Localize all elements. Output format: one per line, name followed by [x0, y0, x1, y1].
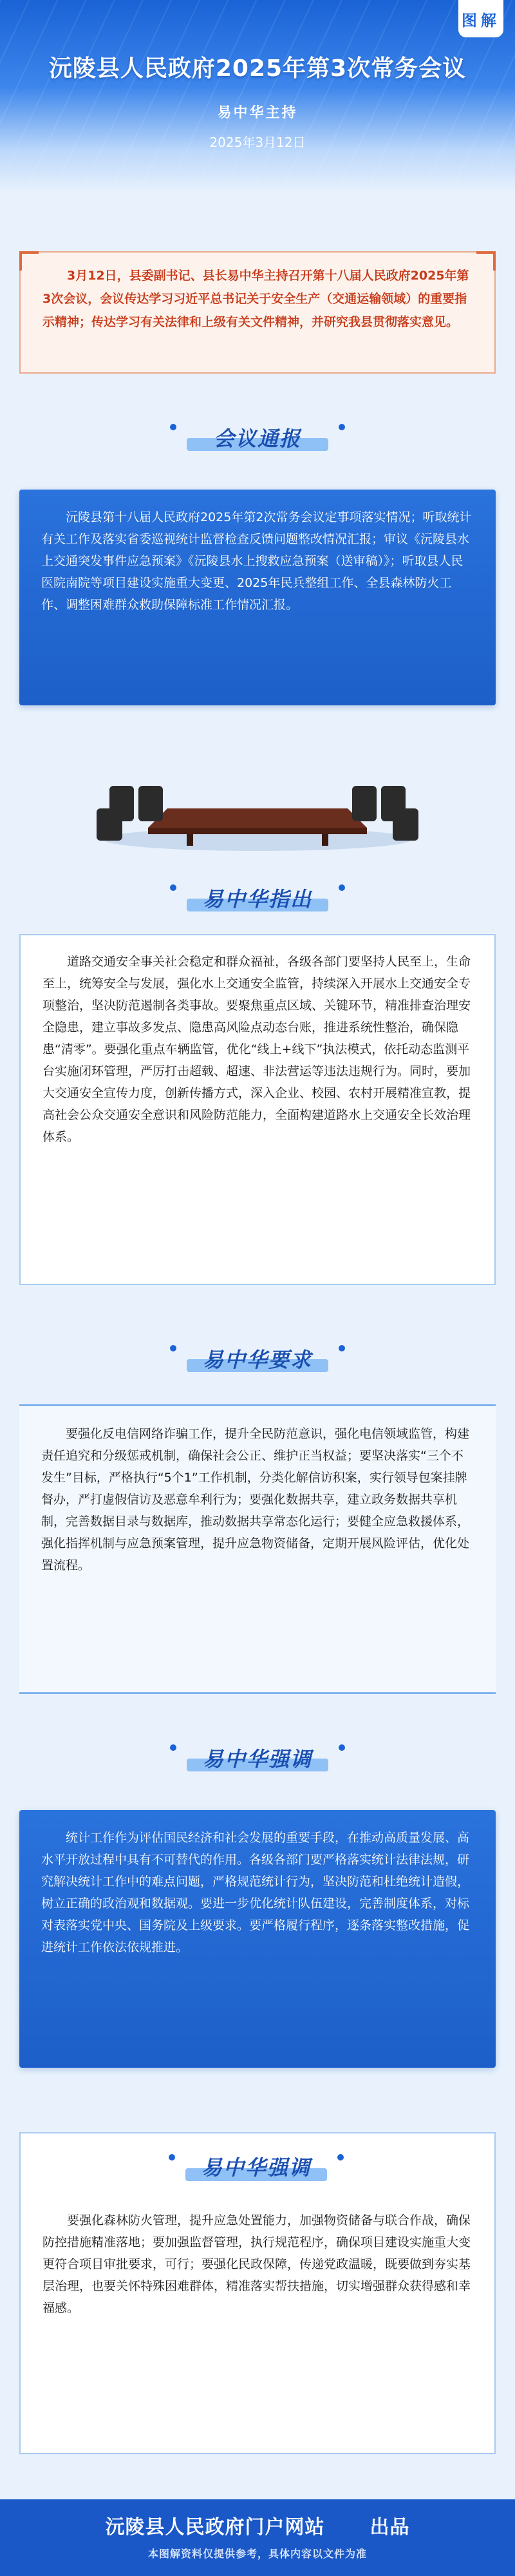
emphasis-box [19, 1810, 496, 2068]
requirements-box [19, 1404, 496, 1694]
briefing-box [19, 490, 496, 705]
intro-text: 3月12日，县委副书记、县长易中华主持召开第十八届人民政府2025年第3次会议，会议传达学习习近平总书记关于安全生产（交通运输领域）的重要指示精神；传达学习有关法律和上级有关文件精神，并研究我县贯彻落实意见。 [42, 269, 469, 329]
section-heading-requirements [161, 1340, 354, 1377]
emphasis-text: 统计工作作为评估国民经济和社会发展的重要手段，在推动高质量发展、高水平开放过程中具有不可替代的作用。各级各部门要严格落实统计法律法规，研究解决统计工作中的难点问题，严格规范统计行为，坚决防范和杜绝统计造假，树立正确的政治观和数据观。要进一步优化统计队伍建设，完善制度体系，对标对表落实党中央、国务院及上级要求。要严格履行程序，逐条落实整改措施，促进统计工作依法依规推进。 [41, 1831, 470, 1954]
emphasis-2-text: 要强化森林防火管理，提升应急处置能力，加强物资储备与联合作战，确保防控措施精准落地；要加强监督管理，执行规范程序，确保项目建设实施重大变更符合项目审批要求，可行；要强化民政保障，传递党政温暖，既要做到夯实基层治理，也要关怀特殊困难群体，精准落实帮扶措施，切实增强群众获得感和幸福感。 [42, 2213, 471, 2315]
footer [0, 2499, 515, 2576]
heading-dot-icon [170, 424, 176, 430]
footer-disclaimer: 本图解资料仅提供参考，具体内容以文件为准 [147, 2548, 367, 2560]
heading-wrap [160, 2149, 353, 2186]
issued-label: 出品 [370, 2516, 410, 2539]
footer-publisher [0, 2511, 515, 2539]
heading-dot-icon [339, 424, 345, 430]
banner-decoration [0, 0, 515, 193]
heading-dot-icon [170, 1744, 176, 1751]
heading-dot-icon [169, 2154, 175, 2161]
section-heading-text: 易中华强调 [202, 1747, 312, 1771]
section-heading-emphasis-2 [21, 2149, 494, 2194]
briefing-text: 沅陵县第十八届人民政府2025年第2次常务会议定事项落实情况；听取统计有关工作及落实省委巡视统计监督检查反馈问题整改情况汇报；审议《沅陵县水上交通突发事件应急预案》《沅陵县水上搜救应急预案（送审稿）》；听取县人民医院南院等项目建设实施重大变更、2025年民兵整组工作、全县森林防火工作、调整困难群众救助保障标准工作情况汇报。 [41, 510, 472, 612]
emphasis-box-2 [19, 2132, 496, 2454]
section-heading-text: 会议通报 [213, 426, 301, 451]
meeting-date: 2025年3月12日 [209, 135, 306, 150]
pointed-out-text: 道路交通安全事关社会稳定和群众福祉，各级各部门要坚持人民至上，生命至上，统筹安全与发展，强化水上交通安全监管，持续深入开展水上交通安全专项整治，坚决防范遏制各类事故。要聚焦重点区域、关键环节，精准排查治理安全隐患，建立事故多发点、隐患高风险点动态台账，推进系统性整治，确保隐患“清零”。要强化重点车辆监管，优化“线上+线下”执法模式，依托动态监测平台实施闭环管理，严厉打击超载、超速、非法营运等违法违规行为。同时，要加大交通安全宣传力度，创新传播方式，深入企业、校园、农村开展精准宣教，提高社会公众交通安全意识和风险防范能力，全面构建道路水上交通安全长效治理体系。 [42, 955, 471, 1144]
section-heading-pointed-out [161, 879, 354, 917]
section-heading-text: 易中华要求 [202, 1348, 312, 1372]
meeting-table-illustration [97, 763, 418, 854]
heading-dot-icon [170, 1345, 176, 1351]
heading-dot-icon [170, 884, 176, 891]
host-line: 易中华主持 [217, 105, 298, 121]
heading-dot-icon [339, 1744, 345, 1751]
heading-dot-icon [339, 1345, 345, 1351]
pointed-out-box [19, 934, 496, 1285]
header-banner [0, 0, 515, 193]
requirements-text: 要强化反电信网络诈骗工作，提升全民防范意识，强化电信领域监管，构建责任追究和分级惩戒机制，确保社会公正、维护正当权益；要坚决落实“三个不发生”目标，严格执行“5个1”工作机制，分类化解信访积案，实行领导包案挂牌督办，严打虚假信访及恶意牟利行为；要强化数据共享，建立政务数据共享机制，完善数据目录与数据库，推动数据共享常态化运行；要健全应急救援体系，强化指挥机制与应急预案管理，提升应急物资储备，定期开展风险评估，优化处置流程。 [41, 1427, 470, 1572]
section-heading-text: 易中华强调 [201, 2155, 311, 2180]
publisher-name: 沅陵县人民政府门户网站 [105, 2516, 325, 2539]
section-heading-emphasis [161, 1739, 354, 1777]
graphic-badge: 图解 [458, 0, 503, 37]
heading-dot-icon [337, 2154, 344, 2161]
intro-box [19, 251, 496, 374]
section-heading-briefing [161, 419, 354, 456]
heading-dot-icon [339, 884, 345, 891]
page-title: 沅陵县人民政府2025年第3次常务会议 [48, 55, 467, 82]
section-heading-text: 易中华指出 [202, 887, 312, 911]
